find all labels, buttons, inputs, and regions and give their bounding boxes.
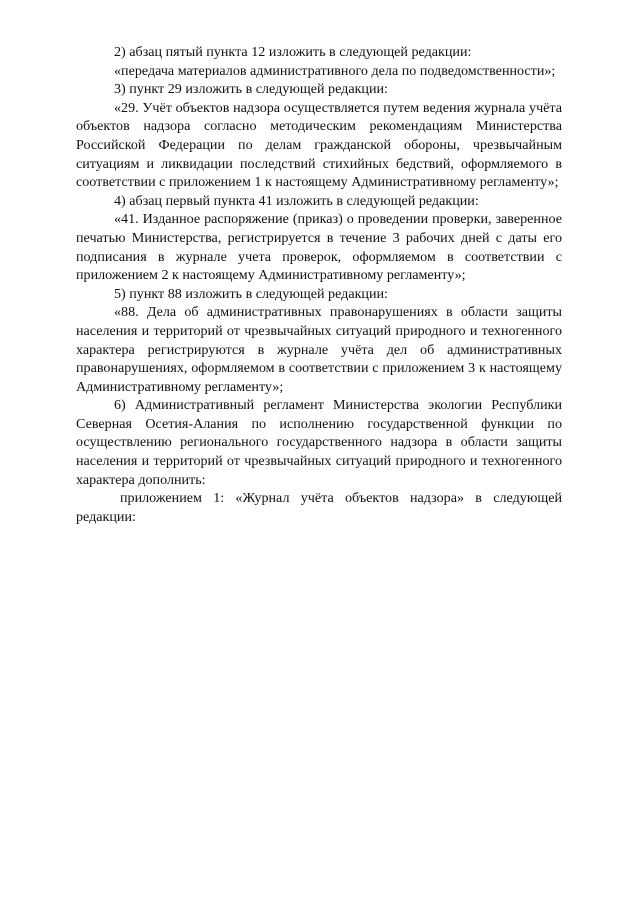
document-page (76, 43, 562, 526)
paragraph-appendix-1: приложением 1: «Журнал учёта объектов надзора» в следующей редакции: (76, 490, 562, 525)
paragraph-item-5-text: «88. Дела об административных правонарушениях в области защиты населения и территорий от чрезвычайных ситуаций природного и техногенного характера регистрируются в журнале учёта дел об административных правонарушениях, оформляемом в соответствии с приложением 3 к настоящему Административному регламенту»; (76, 304, 562, 395)
paragraph-item-5: 5) пункт 88 изложить в следующей редакции: (114, 285, 388, 302)
paragraph-item-3: 3) пункт 29 изложить в следующей редакции: (114, 81, 388, 98)
paragraph-item-2: 2) абзац пятый пункта 12 изложить в следующей редакции: (114, 44, 472, 60)
paragraph-item-6: 6) Административный регламент Министерства экологии Республики Северная Осетия-Алания по исполнению государственной функции по осуществлению регионального государственного надзора в области защиты населения и территорий от чрезвычайных ситуаций природного и техногенного характера дополнить: (76, 397, 562, 488)
paragraph-item-4: 4) абзац первый пункта 41 изложить в следующей редакции: (114, 192, 479, 209)
paragraph-item-2-text: «передача материалов административного дела по подведомственности»; (114, 62, 556, 79)
paragraph-item-4-text: «41. Изданное распоряжение (приказ) о проведении проверки, заверенное печатью Министерства, регистрируется в течение 3 рабочих дней с даты его подписания в журнале учета проверок, оформляемом в соответствии с приложением 2 к настоящему Административному регламенту»; (76, 211, 562, 284)
paragraph-item-3-text: «29. Учёт объектов надзора осуществляется путем ведения журнала учёта объектов надзора согласно методическим рекомендациям Министерства Российской Федерации по делам гражданской обороны, чрезвычайным ситуациям и ликвидации последствий стихийных бедствий, оформляемого в соответствии с приложением 1 к настоящему Административному регламенту»; (76, 99, 562, 191)
